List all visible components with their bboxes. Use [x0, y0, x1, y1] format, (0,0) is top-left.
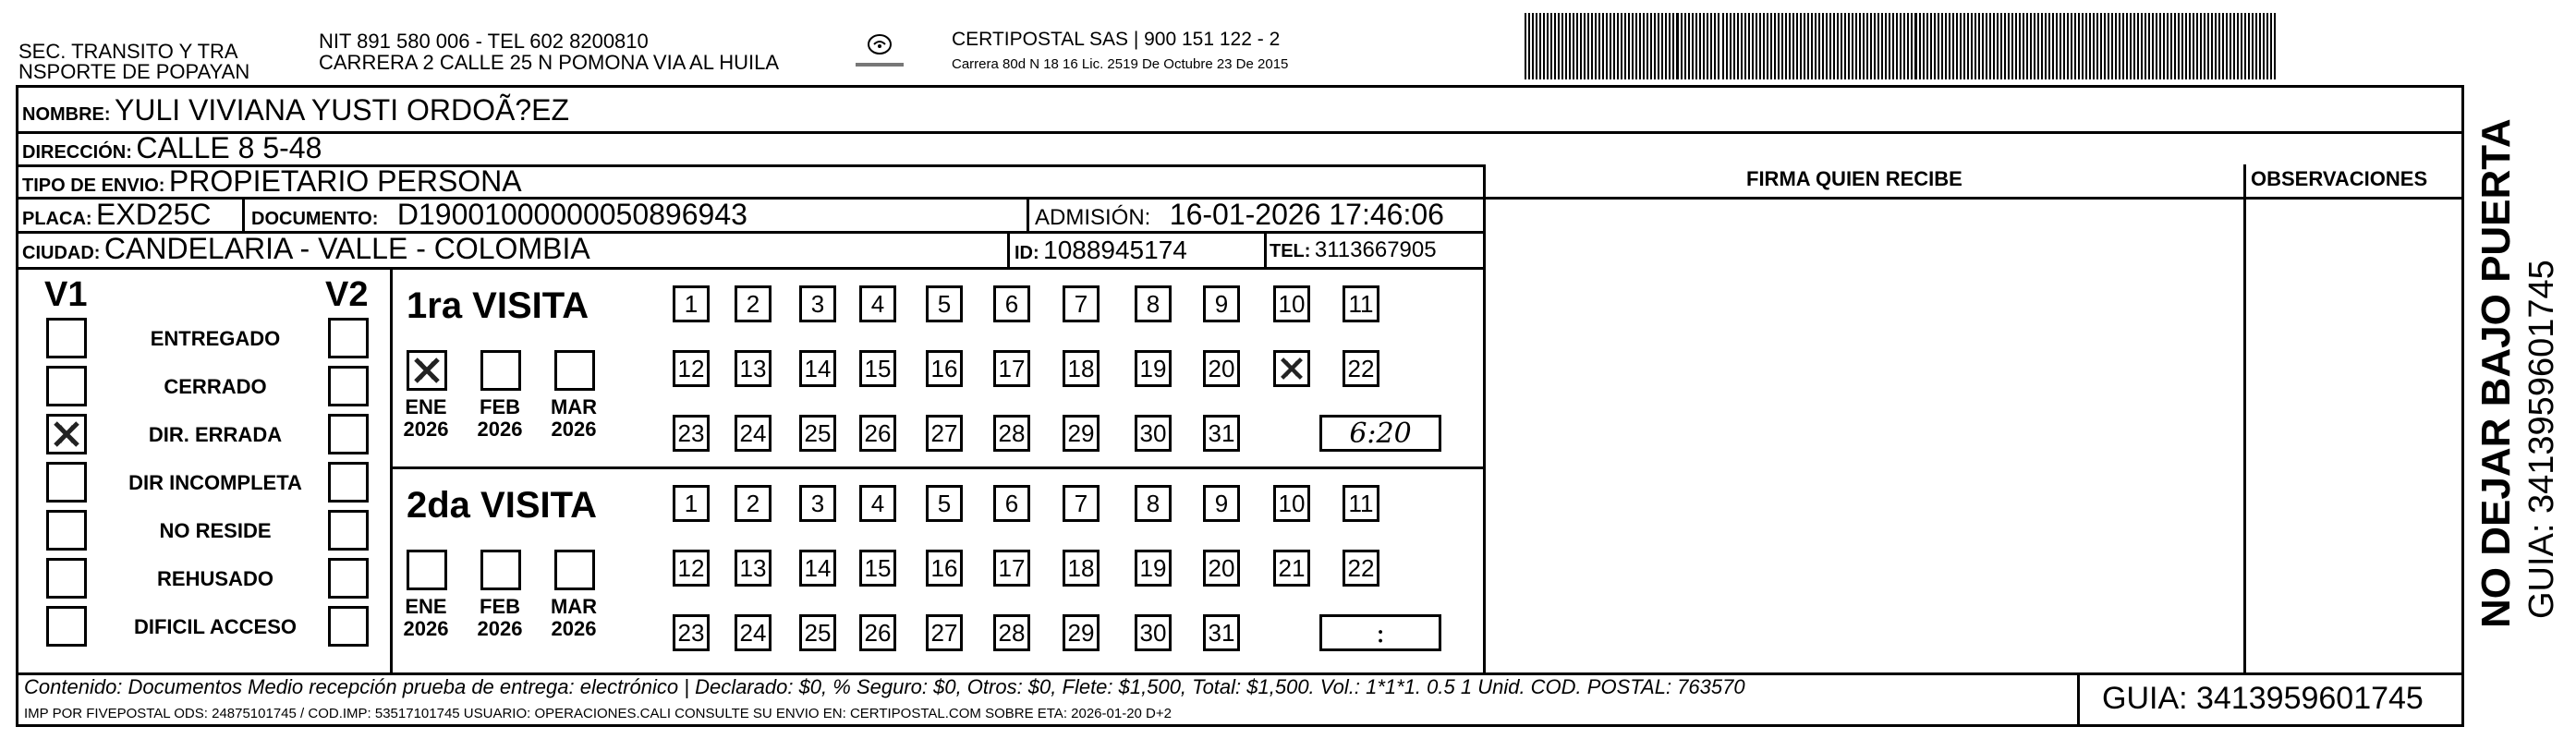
day-box[interactable]: 24	[735, 614, 772, 651]
day-box[interactable]: 23	[673, 415, 710, 452]
day-box[interactable]: 10	[1273, 485, 1310, 522]
footer-contenido	[24, 677, 1745, 697]
day-box[interactable]: 20	[1203, 550, 1240, 587]
visit-divider	[390, 466, 1485, 469]
v2-checkbox[interactable]	[328, 606, 369, 647]
day-box[interactable]: 30	[1135, 614, 1172, 651]
month-label: MAR 2026	[550, 395, 598, 442]
day-box[interactable]: 18	[1063, 550, 1100, 587]
col-divider	[1027, 197, 1029, 231]
status-label: DIFICIL ACCESO	[133, 615, 297, 638]
contenido-text: Documentos Medio recepción prueba de entrega: electrónico | Declarado: $0, % Seguro: $0, Otros: $0, Flete: $1,500, Total: $1,500. Vol.: 1*1*1. 0.5 1 Unid. COD. POSTAL: 763570	[128, 675, 1745, 698]
nombre-label: NOMBRE:	[22, 104, 111, 125]
status-label: CERRADO	[164, 375, 267, 398]
tel-label: TEL:	[1270, 241, 1311, 261]
day-box[interactable]: 9	[1203, 285, 1240, 322]
day-box[interactable]: 23	[673, 614, 710, 651]
visit-title: 2da VISITA	[407, 485, 597, 526]
barcode	[1525, 13, 2278, 79]
month-label: FEB 2026	[477, 395, 523, 442]
admision-value: 16-01-2026 17:46:06	[1169, 198, 1444, 231]
day-box[interactable]: 13	[735, 550, 772, 587]
day-box[interactable]: 15	[859, 350, 896, 387]
documento-value: D19001000000050896943	[396, 198, 747, 231]
day-box[interactable]: 4	[859, 485, 896, 522]
day-box[interactable]: 6	[993, 485, 1030, 522]
field-tel	[1270, 239, 1437, 261]
day-box[interactable]: 7	[1063, 485, 1100, 522]
day-box[interactable]: 2	[735, 285, 772, 322]
row-divider	[16, 267, 1485, 270]
day-box[interactable]: 8	[1135, 285, 1172, 322]
day-box[interactable]: 3	[799, 285, 836, 322]
day-box[interactable]: 8	[1135, 485, 1172, 522]
admision-label: ADMISIÓN:	[1035, 205, 1151, 230]
contenido-label: Contenido:	[24, 675, 123, 698]
v2-header: V2	[325, 275, 369, 314]
day-box[interactable]: 19	[1135, 350, 1172, 387]
col-divider	[390, 267, 393, 672]
placa-label: PLACA:	[22, 209, 92, 229]
month-label: ENE 2026	[403, 595, 449, 641]
day-box[interactable]: 22	[1343, 550, 1379, 587]
day-box[interactable]: 31	[1203, 415, 1240, 452]
sender-entity-line1: SEC. TRANSITO Y TRA	[18, 40, 238, 63]
day-box[interactable]: 16	[926, 550, 963, 587]
col-divider	[1483, 164, 1486, 672]
field-admision	[1035, 200, 1444, 229]
status-label: DIR. ERRADA	[148, 423, 283, 446]
day-box[interactable]: 17	[993, 350, 1030, 387]
day-box[interactable]: 10	[1273, 285, 1310, 322]
v2-checkbox[interactable]	[328, 558, 369, 599]
day-box[interactable]: 1	[673, 485, 710, 522]
day-box[interactable]: 24	[735, 415, 772, 452]
day-box[interactable]: 30	[1135, 415, 1172, 452]
direccion-label: DIRECCIÓN:	[22, 142, 132, 163]
field-row-direccion	[22, 133, 322, 163]
courier-name: CERTIPOSTAL SAS | 900 151 122 - 2	[952, 29, 1281, 50]
v2-checkbox[interactable]	[328, 510, 369, 551]
month-label: MAR 2026	[550, 595, 598, 641]
month-label: ENE 2026	[403, 395, 449, 442]
day-box[interactable]: 28	[993, 614, 1030, 651]
row-divider	[16, 131, 2464, 134]
documento-label: DOCUMENTO:	[251, 209, 379, 229]
ciudad-label: CIUDAD:	[22, 243, 101, 263]
day-box[interactable]: 1	[673, 285, 710, 322]
day-box[interactable]: 15	[859, 550, 896, 587]
time-box[interactable]: 6:20	[1319, 415, 1441, 452]
day-box[interactable]: 11	[1343, 485, 1379, 522]
courier-license: Carrera 80d N 18 16 Lic. 2519 De Octubre 23 De 2015	[952, 56, 1289, 72]
day-box[interactable]: 12	[673, 350, 710, 387]
v1-checkbox[interactable]	[46, 606, 87, 647]
courier-logo-icon	[852, 28, 907, 74]
month-checkbox[interactable]	[554, 350, 595, 391]
v1-checkbox[interactable]	[46, 414, 87, 454]
month-checkbox[interactable]	[407, 350, 447, 391]
month-checkbox[interactable]	[480, 350, 521, 391]
field-id	[1015, 237, 1187, 263]
month-checkbox[interactable]	[480, 550, 521, 590]
sender-address: CARRERA 2 CALLE 25 N POMONA VIA AL HUILA	[319, 51, 780, 74]
col-divider	[242, 197, 245, 231]
day-box[interactable]: 17	[993, 550, 1030, 587]
sender-entity-line2: NSPORTE DE POPAYAN	[18, 60, 250, 83]
v2-checkbox[interactable]	[328, 318, 369, 358]
day-box[interactable]: 25	[799, 614, 836, 651]
v2-checkbox[interactable]	[328, 366, 369, 406]
day-box[interactable]: 7	[1063, 285, 1100, 322]
day-box[interactable]: 3	[799, 485, 836, 522]
day-box[interactable]: 22	[1343, 350, 1379, 387]
side-guia-text: GUIA: 3413959601745	[2522, 260, 2561, 619]
status-label: DIR INCOMPLETA	[128, 471, 302, 494]
day-box[interactable]: 28	[993, 415, 1030, 452]
field-documento	[251, 200, 747, 229]
day-box[interactable]: 4	[859, 285, 896, 322]
day-box[interactable]: 5	[926, 285, 963, 322]
month-checkbox[interactable]	[407, 550, 447, 590]
tipo-envio-value: PROPIETARIO PERSONA	[168, 164, 522, 198]
footer-imp-line: IMP POR FIVEPOSTAL ODS: 24875101745 / COD.IMP: 53517101745 USUARIO: OPERACIONES.CALI CONSULTE SU ENVIO EN: CERTIPOSTAL.COM SOBRE ETA: 2026-01-20 D+2	[24, 706, 1172, 721]
firma-column-header: FIRMA QUIEN RECIBE	[1746, 167, 1962, 190]
field-placa	[22, 200, 212, 229]
no-dejar-bajo-puerta-text: NO DEJAR BAJO PUERTA	[2473, 118, 2519, 628]
day-box[interactable]: 26	[859, 614, 896, 651]
status-label: NO RESIDE	[159, 519, 272, 542]
field-ciudad	[22, 234, 590, 263]
ciudad-value: CANDELARIA - VALLE - COLOMBIA	[103, 232, 590, 265]
day-box[interactable]: 6	[993, 285, 1030, 322]
footer-divider	[2077, 672, 2080, 727]
day-box[interactable]: 11	[1343, 285, 1379, 322]
day-box[interactable]: 26	[859, 415, 896, 452]
day-box[interactable]: 29	[1063, 614, 1100, 651]
day-box[interactable]: 12	[673, 550, 710, 587]
v1-checkbox[interactable]	[46, 462, 87, 503]
day-box[interactable]: 5	[926, 485, 963, 522]
day-box[interactable]: 13	[735, 350, 772, 387]
day-box[interactable]: 2	[735, 485, 772, 522]
field-row-nombre	[22, 95, 569, 125]
placa-value: EXD25C	[96, 198, 212, 231]
v1-checkbox[interactable]	[46, 510, 87, 551]
v1-checkbox[interactable]	[46, 366, 87, 406]
day-box[interactable]: 29	[1063, 415, 1100, 452]
v1-checkbox[interactable]	[46, 558, 87, 599]
month-checkbox[interactable]	[554, 550, 595, 590]
col-divider	[2243, 164, 2246, 672]
sender-nit: NIT 891 580 006 - TEL 602 8200810	[319, 30, 649, 53]
day-box[interactable]: 9	[1203, 485, 1240, 522]
col-divider	[1264, 231, 1267, 267]
side-notice	[2469, 111, 2570, 628]
day-box[interactable]: 14	[799, 350, 836, 387]
v2-checkbox[interactable]	[328, 462, 369, 503]
day-box[interactable]: 20	[1203, 350, 1240, 387]
day-box[interactable]: 21	[1273, 550, 1310, 587]
tipo-envio-label: TIPO DE ENVIO:	[22, 176, 165, 196]
day-box[interactable]: 18	[1063, 350, 1100, 387]
day-box[interactable]: 27	[926, 415, 963, 452]
tel-value: 3113667905	[1314, 237, 1437, 262]
id-label: ID:	[1015, 243, 1039, 263]
month-label: FEB 2026	[477, 595, 523, 641]
direccion-value: CALLE 8 5-48	[136, 131, 322, 164]
observaciones-column-header: OBSERVACIONES	[2251, 167, 2428, 190]
day-box[interactable]	[1273, 350, 1310, 387]
nombre-value: YULI VIVIANA YUSTI ORDOÃ?EZ	[115, 93, 569, 127]
v2-checkbox[interactable]	[328, 414, 369, 454]
v1-checkbox[interactable]	[46, 318, 87, 358]
day-box[interactable]: 14	[799, 550, 836, 587]
day-box[interactable]: 19	[1135, 550, 1172, 587]
day-box[interactable]: 16	[926, 350, 963, 387]
day-box[interactable]: 31	[1203, 614, 1240, 651]
footer-guia: GUIA: 3413959601745	[2102, 681, 2424, 716]
v1-header: V1	[44, 275, 88, 314]
col-divider	[1007, 231, 1010, 267]
time-box[interactable]: :	[1319, 614, 1441, 651]
status-label: REHUSADO	[157, 567, 273, 590]
day-box[interactable]: 27	[926, 614, 963, 651]
id-value: 1088945174	[1043, 236, 1187, 264]
field-row-tipo-envio	[22, 166, 522, 196]
visit-title: 1ra VISITA	[407, 285, 589, 326]
day-box[interactable]: 25	[799, 415, 836, 452]
status-label: ENTREGADO	[150, 327, 281, 350]
